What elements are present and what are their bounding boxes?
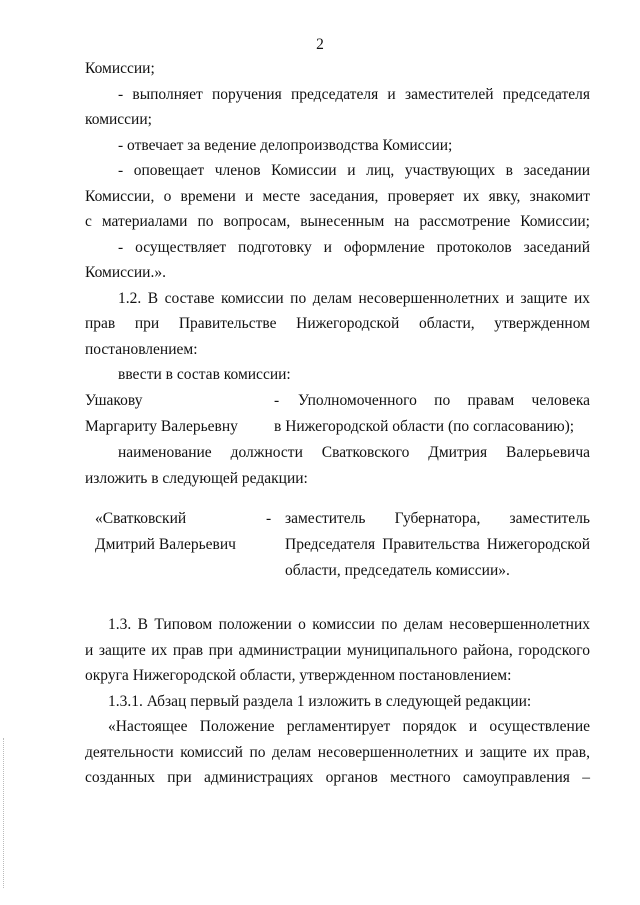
member-name: Ушакову [85, 392, 143, 409]
member-role: области, председатель комиссии». [285, 562, 510, 579]
member-name: Дмитрий Валерьевич [95, 536, 236, 553]
page-number: 2 [316, 36, 324, 53]
text-line: наименование должности Сватковского Дмитрия Валерьевича [118, 444, 590, 461]
text-line: постановлением: [85, 341, 198, 358]
text-line: прав при Правительстве Нижегородской области, утвержденном [85, 315, 590, 332]
text-line: ввести в состав комиссии: [118, 366, 291, 383]
text-line: - оповещает членов Комиссии и лиц, участвующих в заседании [118, 162, 590, 179]
text-line: с материалами по вопросам, вынесенным на рассмотрение Комиссии; [85, 213, 590, 230]
text-line: - осуществляет подготовку и оформление протоколов заседаний [118, 239, 590, 256]
text-line: и защите их прав при администрации муниципального района, городского [85, 642, 590, 659]
text-line: 1.3. В Типовом положении о комиссии по делам несовершеннолетних [108, 616, 590, 633]
member-dash: - [274, 392, 280, 409]
text-line: созданных при администрациях органов местного самоуправления – [85, 769, 590, 786]
scan-margin-mark [3, 738, 6, 888]
text-line: деятельности комиссий по делам несовершеннолетних и защите их прав, [85, 744, 590, 761]
text-line: 1.2. В составе комиссии по делам несовершеннолетних и защите их [118, 290, 590, 307]
member-role: Председателя Правительства Нижегородской [285, 536, 590, 553]
member-dash: - [266, 510, 272, 527]
text-line: Комиссии, о времени и месте заседания, проверяет их явку, знакомит [85, 188, 590, 205]
member-name: Маргариту Валерьевну [85, 418, 238, 435]
text-line: изложить в следующей редакции: [85, 470, 308, 487]
member-role: заместитель Губернатора, заместитель [285, 510, 590, 527]
text-line: комиссии; [85, 111, 152, 128]
text-line: Комиссии.». [85, 264, 166, 281]
text-line: - выполняет поручения председателя и заместителей председателя [118, 86, 590, 103]
member-role: Уполномоченного по правам человека [298, 392, 590, 409]
member-name: «Сватковский [95, 510, 187, 527]
text-line: Комиссии; [85, 60, 155, 77]
text-line: 1.3.1. Абзац первый раздела 1 изложить в следующей редакции: [108, 693, 532, 710]
text-line: - отвечает за ведение делопроизводства Комиссии; [118, 137, 453, 154]
member-role: в Нижегородской области (по согласованию); [274, 418, 575, 435]
text-line: округа Нижегородской области, утвержденном постановлением: [85, 667, 512, 684]
text-line: «Настоящее Положение регламентирует порядок и осуществление [108, 718, 590, 735]
